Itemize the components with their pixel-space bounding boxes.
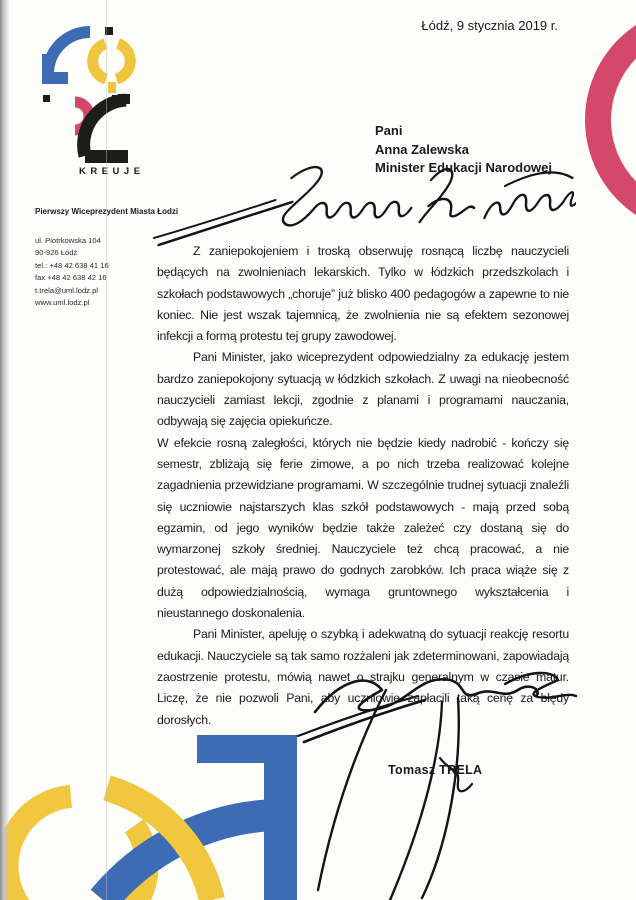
logo-accent-dot-left <box>43 95 50 102</box>
sender-address-line: ul. Piotrkowska 104 <box>35 236 101 245</box>
scan-fold-line <box>106 0 107 900</box>
body-paragraph: Z zaniepokojeniem i troską obserwuję rosnącą liczbę nauczycieli będących na zwolnieniach lekarskich. Tylko w łódzkich przedszkolach i szkołach podstawowych „choruje” już blisko 400 pedagogów a zapewne to nie koniec. Nie jest wszak tajemnicą, że zwolnienia nie są efektem sezonowej infekcji a formą protestu tej grupy zawodowej. <box>157 244 569 344</box>
date-line: Łódź, 9 stycznia 2019 r. <box>421 18 558 33</box>
lodz-kreuje-logo <box>38 26 138 171</box>
body-paragraph: W efekcie rosną zaległości, których nie będzie kiedy nadrobić - kończy się semestr, zbliżają się ferie zimowe, a po nich trzeba realizować kolejne zagadnienia przewidziane programami. W szczególnie trudnej sytuacji znaleźli się uczniowie najstarszych klas szkół podstawowych - mają przed sobą egzamin, od jego wyników będzie także zależeć czy dostaną się do wymarzonej szkoły średniej. Nauczyciele też chcą pracować, a nie protestować, ale mają prawo do godnych zarobków. Ich praca wiąże się z dużą odpowiedzialnością, wymaga gruntownego wykształcenia i nieustannego doskonalenia. <box>157 435 569 621</box>
sender-address-line: 90-926 Łódź <box>35 248 78 258</box>
logo-letter-o-tail <box>108 82 116 93</box>
decor-blue-bar-top <box>197 735 297 763</box>
body-paragraph: Pani Minister, apeluję o szybką i adekwatną do sytuacji reakcję resortu edukacji. Nauczyciele są tak samo rozżaleni jak zdeterminowani, zapowiadają zaostrzenie protestu, mówią nawet o strajku generalnym w czasie matur. Liczę, że nie pozwoli Pani, aby uczniowie zapłacili taką cenę za błędy dorosłych. <box>157 627 569 727</box>
body-paragraph: Pani Minister, jako wiceprezydent odpowiedzialny za edukację jestem bardzo zaniepokojony sytuacją w łódzkich szkołach. Z uwagi na nieobecność nauczycieli zamiast lekcji, zgodnie z planami i programami nauczania, odbywają się zajęcia opiekuńcze. <box>157 350 569 429</box>
sender-website: www.uml.lodz.pl <box>35 298 90 308</box>
logo-letter-o-arc-left <box>93 44 106 79</box>
recipient-line-salutation: Pani <box>375 123 403 138</box>
logo-letter-l-foot <box>42 72 68 84</box>
scan-edge-shadow <box>0 0 10 900</box>
handwritten-salutation <box>150 158 576 254</box>
recipient-line-name: Anna Zalewska <box>375 141 469 157</box>
logo-letter-o-arc-right <box>117 44 131 79</box>
sender-title: Pierwszy Wiceprezydent Miasta Łodzi <box>35 207 179 216</box>
sender-address-line: tel.: +48 42 638 41 16 <box>35 260 109 270</box>
logo-letter-l-arc <box>48 32 90 74</box>
sender-address-line: fax +48 42 638 42 16 <box>35 273 107 283</box>
signer-name: Tomasz TRELA <box>388 763 483 777</box>
recipient-line-title: Minister Edukacji Narodowej <box>375 160 552 175</box>
sender-email: t.trela@uml.lodz.pl <box>35 285 98 295</box>
logo-kreuje-label: KREUJE <box>79 166 145 177</box>
red-ring-circle <box>598 19 636 221</box>
sender-address-block <box>35 235 109 309</box>
